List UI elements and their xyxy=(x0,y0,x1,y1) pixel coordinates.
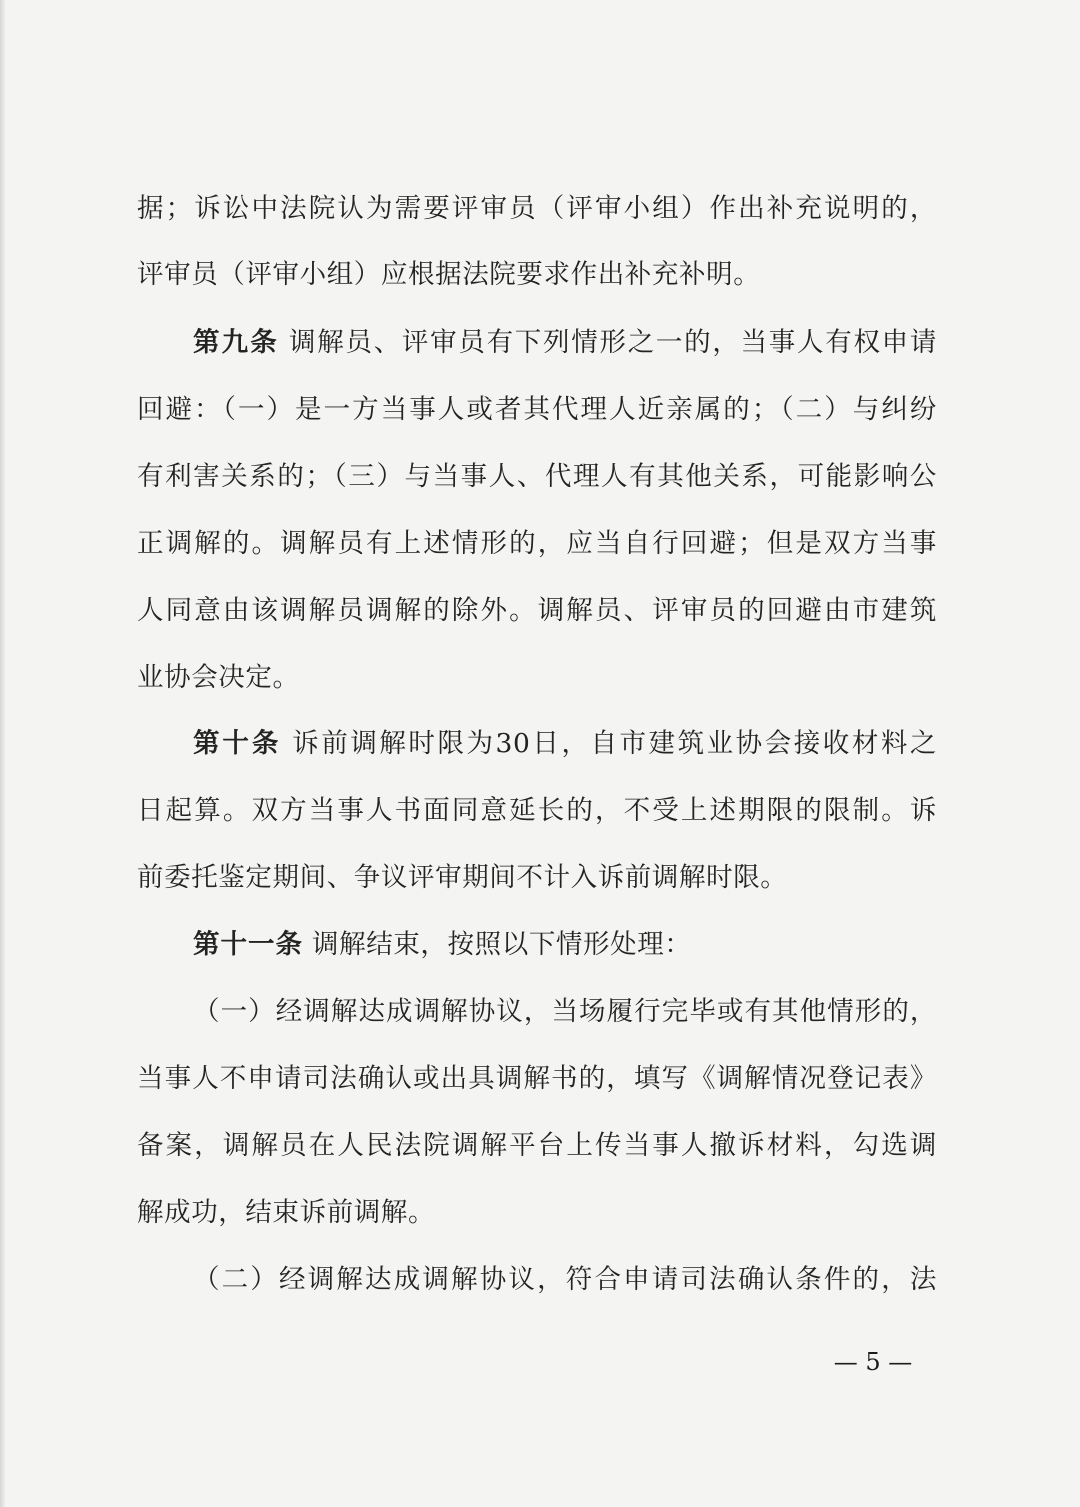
article-9-paragraph xyxy=(137,318,937,368)
text-line: 诉前调解时限为30日，自市建筑业协会接收材料之 xyxy=(292,728,937,759)
text-line: 正调解的。调解员有上述情形的，应当自行回避；但是双方当事 xyxy=(137,528,937,559)
article-heading-9: 第九条 xyxy=(193,327,279,358)
text-line: 当事人不申请司法确认或出具调解书的，填写《调解情况登记表》 xyxy=(137,1063,937,1094)
article-10-paragraph xyxy=(137,719,937,769)
article-11-paragraph xyxy=(137,920,937,970)
text-line: 备案，调解员在人民法院调解平台上传当事人撤诉材料，勾选调 xyxy=(137,1130,937,1161)
text-line: 业协会决定。 xyxy=(137,662,300,693)
text-line: （一）经调解达成调解协议，当场履行完毕或有其他情形的， xyxy=(193,996,937,1027)
page-edge-shadow xyxy=(0,0,6,1507)
text-line: 调解员、评审员有下列情形之一的，当事人有权申请 xyxy=(289,327,938,358)
text-line: 评审员（评审小组）应根据法院要求作出补充补明。 xyxy=(137,259,761,290)
text-line: （二）经调解达成调解协议，符合申请司法确认条件的，法 xyxy=(193,1264,937,1295)
text-line: 调解结束，按照以下情形处理： xyxy=(312,929,692,960)
text-line: 回避：（一）是一方当事人或者其代理人近亲属的；（二）与纠纷 xyxy=(137,394,937,425)
article-heading-10: 第十条 xyxy=(193,728,282,759)
article-heading-11: 第十一条 xyxy=(193,929,303,960)
text-line: 日起算。双方当事人书面同意延长的，不受上述期限的限制。诉 xyxy=(137,795,937,826)
text-line: 人同意由该调解员调解的除外。调解员、评审员的回避由市建筑 xyxy=(137,595,937,626)
page-number: — 5 — xyxy=(833,1348,913,1376)
text-line: 有利害关系的；（三）与当事人、代理人有其他关系，可能影响公 xyxy=(137,461,937,492)
text-line: 前委托鉴定期间、争议评审期间不计入诉前调解时限。 xyxy=(137,862,788,893)
text-line: 据；诉讼中法院认为需要评审员（评审小组）作出补充说明的， xyxy=(137,193,937,224)
text-line: 解成功，结束诉前调解。 xyxy=(137,1197,436,1228)
